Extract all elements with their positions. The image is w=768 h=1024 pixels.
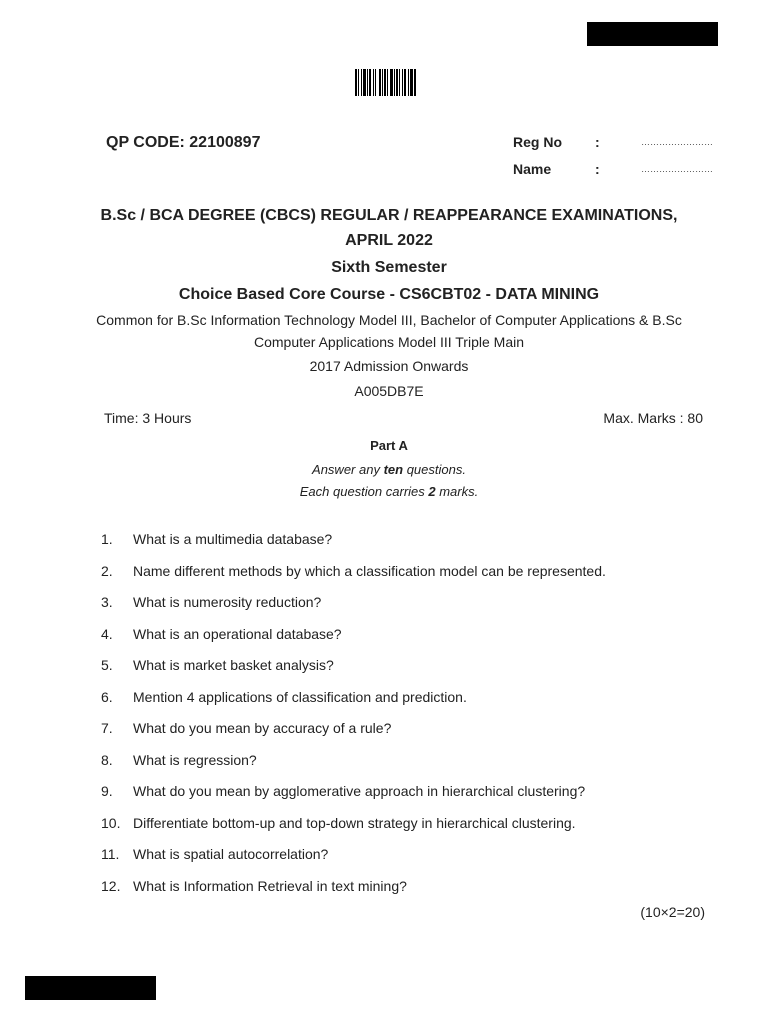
question-number: 7. xyxy=(101,720,113,736)
question-text: Mention 4 applications of classification and prediction. xyxy=(133,688,467,705)
marks-pre: Each question carries xyxy=(299,484,429,499)
marks-post: marks. xyxy=(435,484,479,499)
question-number: 5. xyxy=(101,657,113,673)
question-number: 8. xyxy=(101,751,113,768)
reg-no-fill-line: …………………… xyxy=(641,137,713,147)
question-number: 12. xyxy=(101,877,121,894)
question-text: Differentiate bottom-up and top-down strategy in hierarchical clustering. xyxy=(133,814,576,831)
question-number: 10. xyxy=(101,814,121,831)
part-heading: Part A xyxy=(370,438,408,453)
max-marks: Max. Marks : 80 xyxy=(603,410,703,426)
exam-title-line2: APRIL 2022 xyxy=(345,232,433,249)
name-colon: : xyxy=(595,161,600,177)
question-item xyxy=(101,815,721,847)
time-allowed: Time: 3 Hours xyxy=(104,410,192,426)
question-item xyxy=(101,626,721,658)
common-for-line1: Common for B.Sc Information Technology Model III, Bachelor of Computer Applications & B.Sc xyxy=(96,312,682,328)
question-text: What is a multimedia database? xyxy=(133,531,333,547)
question-text: What is Information Retrieval in text mining? xyxy=(133,877,407,894)
question-text: Name different methods by which a classification model can be represented. xyxy=(133,562,606,579)
exam-title-line1: B.Sc / BCA DEGREE (CBCS) REGULAR / REAPPEARANCE EXAMINATIONS, xyxy=(100,207,678,224)
question-text: What is an operational database? xyxy=(133,625,342,642)
name-row xyxy=(513,161,713,177)
question-item xyxy=(101,657,721,689)
barcode-bar xyxy=(414,69,416,96)
question-list xyxy=(101,531,721,909)
marks-scheme: (10×2=20) xyxy=(640,904,705,920)
question-number: 3. xyxy=(101,594,113,610)
instruction-post: questions. xyxy=(403,462,466,477)
question-text: What do you mean by accuracy of a rule? xyxy=(133,720,392,736)
part-instruction xyxy=(0,462,768,477)
reg-no-row xyxy=(513,134,713,150)
question-item xyxy=(101,720,721,752)
question-item xyxy=(101,594,721,626)
question-item xyxy=(101,689,721,721)
question-item xyxy=(101,563,721,595)
question-number: 1. xyxy=(101,531,113,547)
question-text: What is market basket analysis? xyxy=(133,657,334,673)
question-item xyxy=(101,783,721,815)
redaction-box-top xyxy=(587,22,718,46)
question-text: What is regression? xyxy=(133,751,257,768)
question-number: 9. xyxy=(101,783,113,799)
admission-note: 2017 Admission Onwards xyxy=(309,358,469,374)
instruction-count: ten xyxy=(383,462,404,477)
instruction-pre: Answer any xyxy=(312,462,384,477)
course-title: Choice Based Core Course - CS6CBT02 - DATA MINING xyxy=(178,286,600,303)
paper-code: A005DB7E xyxy=(354,383,424,399)
part-marks-note xyxy=(0,484,768,499)
reg-no-label: Reg No xyxy=(513,134,562,150)
semester: Sixth Semester xyxy=(331,259,447,276)
marks-value: 2 xyxy=(428,484,436,499)
question-number: 4. xyxy=(101,625,113,642)
question-item xyxy=(101,752,721,784)
question-item xyxy=(101,878,721,910)
qp-code: QP CODE: 22100897 xyxy=(106,134,261,151)
question-number: 2. xyxy=(101,562,113,579)
question-number: 6. xyxy=(101,688,113,705)
question-text: What is spatial autocorrelation? xyxy=(133,846,329,862)
name-label: Name xyxy=(513,161,552,177)
question-item xyxy=(101,531,721,563)
name-fill-line: …………………… xyxy=(641,164,713,174)
reg-no-colon: : xyxy=(595,134,600,150)
common-for-line2: Computer Applications Model III Triple Main xyxy=(253,334,524,350)
question-number: 11. xyxy=(101,846,120,862)
redaction-box-bottom xyxy=(25,976,156,1000)
question-text: What is numerosity reduction? xyxy=(133,594,322,610)
barcode-image xyxy=(355,69,429,96)
question-item xyxy=(101,846,721,878)
question-text: What do you mean by agglomerative approach in hierarchical clustering? xyxy=(133,783,586,799)
